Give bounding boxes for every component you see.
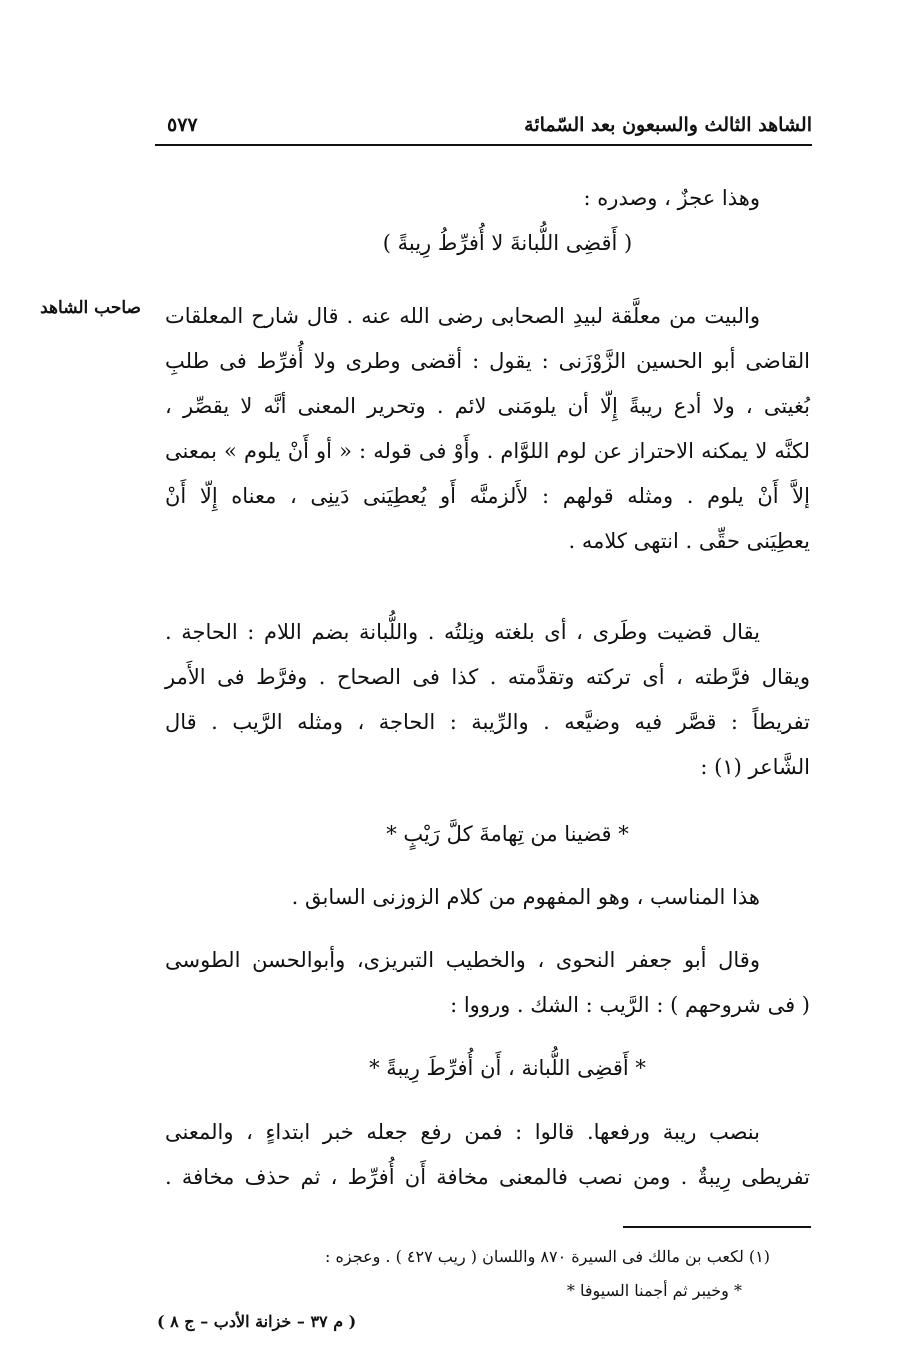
footnotes <box>180 1240 770 1308</box>
paragraph-variants <box>165 938 810 1028</box>
footnote-divider <box>623 1226 811 1228</box>
paragraph-line: بُغيتى ، ولا أدع ريبةً إِلّا أن يلومَنى لائم . وتحرير المعنى أنَّه لا يقصِّر ، <box>165 394 810 418</box>
paragraph-line: يقال قضيت وطَرى ، أى بلغته ونِلتُه . واللُّبانة بضم اللام : الحاجة . <box>165 620 760 644</box>
page-header <box>155 110 812 146</box>
paragraph-line: والبيت من معلَّقة لبيدِ الصحابى رضى الله عنه . قال شارح المعلقات <box>165 304 760 328</box>
paragraph-lexical <box>165 610 810 790</box>
verse-quote <box>165 812 810 857</box>
paragraph-line: بنصب ريبة ورفعها. قالوا : فمن رفع جعله خبر ابتداءٍ ، والمعنى <box>165 1120 760 1144</box>
intro-line: وهذا عجزٌ ، وصدره : <box>583 186 760 210</box>
verse-line: ( أَقضِى اللُّبانةَ لا أُفرِّطُ رِيبةً ) <box>382 231 633 255</box>
verse-line: * قضينا من تِهامةَ كلَّ رَيْبٍ * <box>386 822 629 846</box>
margin-note: صاحب الشاهد <box>40 298 141 318</box>
verse-line: * أَقضِى اللُّبانة ، أَن أُفرِّطَ رِيبةً * <box>369 1056 646 1080</box>
paragraph-commentary <box>165 294 810 564</box>
paragraph-line: وقال أبو جعفر النحوى ، والخطيب التبريزى، وأبوالحسن الطوسى <box>165 948 760 972</box>
footnote-line: * وخيبر ثم أجمنا السيوفا * <box>566 1281 742 1300</box>
paragraph-line: تفريطى رِيبةٌ . ومن نصب فالمعنى مخافة أَن أُفرِّط ، ثم حذف مخافة . <box>165 1165 810 1189</box>
paragraph-line: القاضى أبو الحسين الزَّوْزَنى : يقول : أقضى وطرى ولا أُفرِّط فى طلبِ <box>165 349 810 373</box>
running-head: الشاهد الثالث والسبعون بعد السّمائة <box>524 114 812 136</box>
paragraph-line: تفريطاً : قصَّر فيه وضيَّعه . والرِّيبة : الحاجة ، ومثله الرَّيب . قال <box>165 710 810 734</box>
page-number: ٥٧٧ <box>167 114 198 136</box>
paragraph-line: الشَّاعر (١) : <box>700 755 810 779</box>
footnote-line: (١) لكعب بن مالك فى السيرة ٨٧٠ واللسان ( ريب ٤٢٧ ) . وعجزه : <box>325 1247 770 1266</box>
paragraph-line: هذا المناسب ، وهو المفهوم من كلام الزوزنى السابق . <box>291 885 760 909</box>
paragraph-line: يعطِيَنى حقِّى . انتهى كلامه . <box>568 529 810 553</box>
paragraph-line: ويقال فرَّطته ، أى تركته وتقدَّمته . كذا فى الصحاح . وفرَّط فى الأَمر <box>165 665 810 689</box>
paragraph-note <box>165 875 810 920</box>
paragraph-grammar <box>165 1110 810 1200</box>
paragraph-line: إلاَّ أَنْ يلوم . ومثله قولهم : لأَلزمنَّه أَو يُعطِيَنى دَينِى ، معناه إِلّا أَنْ <box>165 484 810 508</box>
intro-paragraph <box>165 176 810 266</box>
paragraph-line: ( فى شروحهم ) : الرَّيب : الشك . ورووا : <box>450 993 810 1017</box>
signature-mark: ( م ٣٧ – خزانة الأدب – ج ٨ ) <box>157 1312 357 1331</box>
paragraph-line: لكنَّه لا يمكنه الاحتراز عن لوم اللوَّام . وأَوْ فى قوله : « أو أَنْ يلوم » بمعنى <box>165 439 810 463</box>
verse-quote <box>165 1046 810 1091</box>
